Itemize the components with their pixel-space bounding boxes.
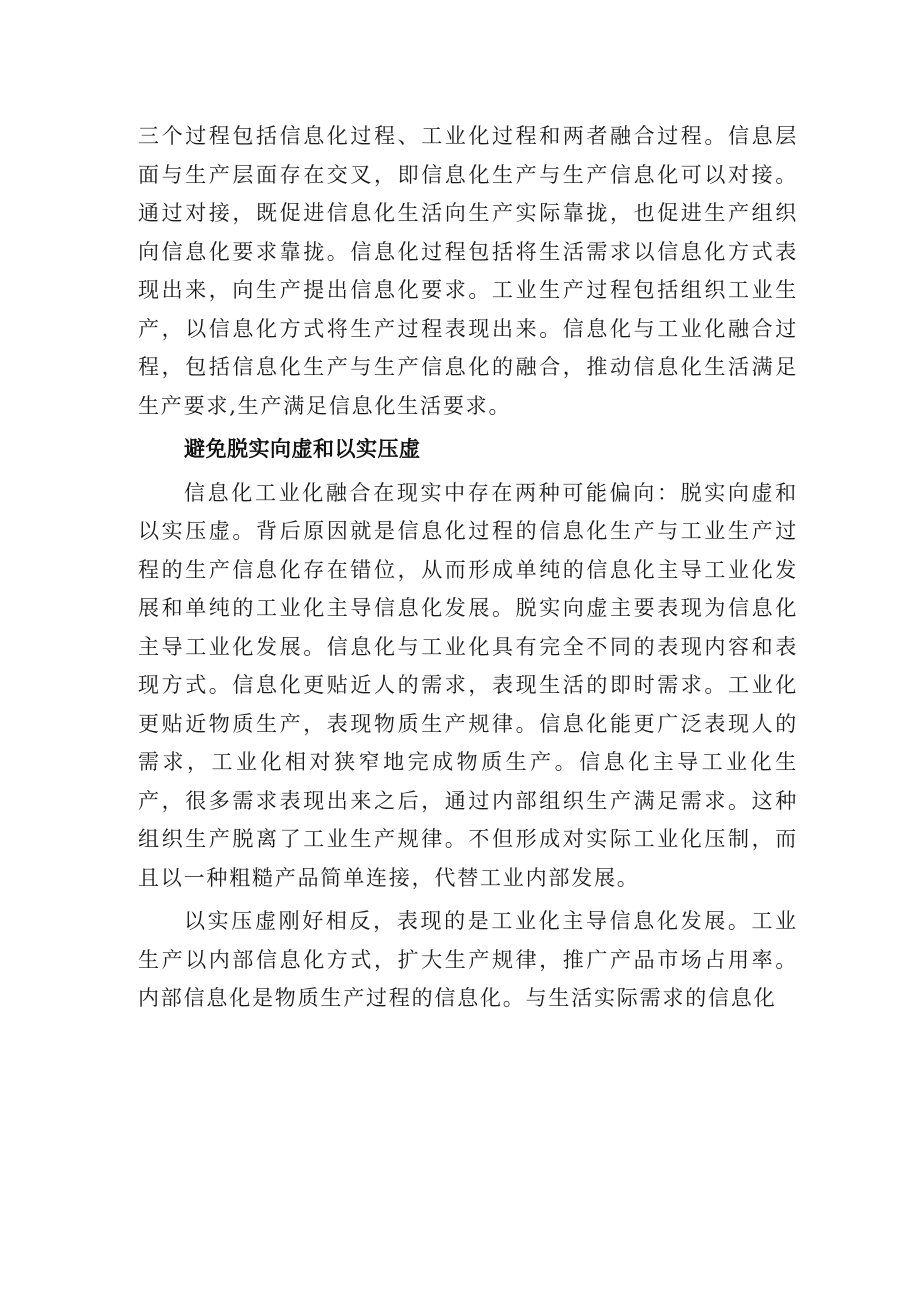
document-body (138, 117, 798, 1018)
paragraph-deviation-analysis: 信息化工业化融合在现实中存在两种可能偏向：脱实向虚和以实压虚。背后原因就是信息化过程的信息化生产与工业生产过程的生产信息化存在错位，从而形成单纯的信息化主导工业化发展和单纯的工业化主导信息化发展。脱实向虚主要表现为信息化主导工业化发展。信息化与工业化具有完全不同的表现内容和表现方式。信息化更贴近人的需求，表现生活的即时需求。工业化更贴近物质生产，表现物质生产规律。信息化能更广泛表现人的需求，工业化相对狭窄地完成物质生产。信息化主导工业化生产，很多需求表现出来之后，通过内部组织生产满足需求。这种组织生产脱离了工业生产规律。不但形成对实际工业化压制，而且以一种粗糙产品简单连接，代替工业内部发展。 (138, 480, 798, 890)
section-heading: 避免脱实向虚和以实压虚 (184, 437, 421, 461)
paragraph-real-suppressing-virtual: 以实压虚刚好相反，表现的是工业化主导信息化发展。工业生产以内部信息化方式，扩大生产规律，推广产品市场占用率。内部信息化是物质生产过程的信息化。与生活实际需求的信息化 (138, 909, 798, 1010)
paragraph-process-overview: 三个过程包括信息化过程、工业化过程和两者融合过程。信息层面与生产层面存在交叉，即信息化生产与生产信息化可以对接。通过对接，既促进信息化生活向生产实际靠拢，也促进生产组织向信息化要求靠拢。信息化过程包括将生活需求以信息化方式表现出来，向生产提出信息化要求。工业生产过程包括组织工业生产，以信息化方式将生产过程表现出来。信息化与工业化融合过程，包括信息化生产与生产信息化的融合，推动信息化生活满足生产要求,生产满足信息化生活要求。 (138, 124, 798, 418)
